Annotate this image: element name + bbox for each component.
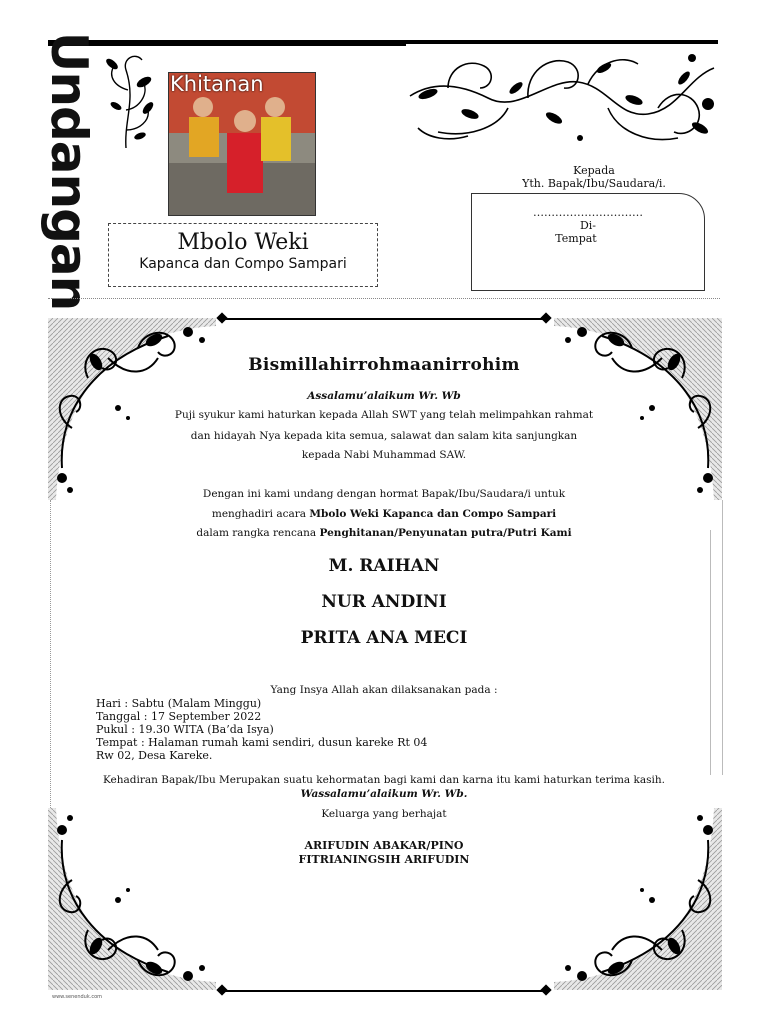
child-name: M. RAIHAN	[328, 556, 440, 576]
left-flourish-ornament	[96, 50, 158, 150]
vertical-title-text: Undangan	[40, 31, 99, 311]
intro-line: Puji syukur kami haturkan kepada Allah SWT yang telah melimpahkan rahmat	[174, 409, 594, 421]
photo-caption: Khitanan	[170, 72, 264, 96]
bismillah-heading: Bismillahirrohmaanirrohim	[248, 355, 520, 375]
family-label: Keluarga yang berhajat	[321, 808, 447, 820]
intro-line: kepada Nabi Muhammad SAW.	[301, 449, 467, 461]
schedule-details	[96, 697, 516, 762]
card-left-border	[50, 500, 51, 808]
address-recipient: Yth. Bapak/Ibu/Saudara/i.	[522, 177, 666, 190]
card-top-border	[220, 318, 548, 320]
card-bottom-diamond-left	[216, 984, 227, 995]
host-name: FITRIANINGSIH ARIFUDIN	[298, 853, 470, 866]
title-box	[108, 223, 378, 287]
schedule-time: Pukul : 19.30 WITA (Ba’da Isya)	[96, 723, 274, 736]
event-name-bold: Mbolo Weki Kapanca dan Compo Sampari	[309, 508, 557, 520]
card-bottom-diamond-right	[540, 984, 551, 995]
invite-line	[0, 508, 768, 520]
schedule-intro: Yang Insya Allah akan dilaksanakan pada :	[270, 684, 498, 696]
address-blank-line: …………………………	[533, 206, 643, 219]
closing-line: Kehadiran Bapak/Ibu Merupakan suatu kehormatan bagi kami dan karna itu kami haturkan terima kasih.	[102, 774, 666, 786]
purpose-bold: Penghitanan/Penyunatan putra/Putri Kami	[319, 527, 572, 539]
opening-greeting: Assalamu’alaikum Wr. Wb	[307, 390, 461, 402]
schedule-day: Hari : Sabtu (Malam Minggu)	[96, 697, 262, 710]
footer-credit: www.senenduk.com	[52, 994, 102, 1000]
section-divider	[48, 298, 720, 299]
invite-line: Dengan ini kami undang dengan hormat Bapak/Ibu/Saudara/i untuk	[202, 488, 566, 500]
intro-line: dan hidayah Nya kepada kita semua, salawat dan salam kita sanjungkan	[190, 430, 578, 442]
top-right-flourish-ornament	[408, 48, 716, 150]
card-top-diamond-right	[540, 312, 551, 323]
vertical-title	[38, 31, 100, 311]
corner-ornament-bottom-right	[554, 808, 722, 990]
event-title: Mbolo Weki	[177, 230, 309, 255]
host-name: ARIFUDIN ABAKAR/PINO	[304, 839, 464, 852]
invite-line-text: menghadiri acara	[211, 508, 310, 520]
top-rule-thick	[48, 40, 406, 46]
address-tempat: Tempat	[555, 232, 597, 245]
card-top-diamond-left	[216, 312, 227, 323]
event-subtitle: Kapanca dan Compo Sampari	[139, 256, 347, 272]
child-name: NUR ANDINI	[321, 592, 447, 612]
address-di: Di-	[579, 219, 597, 232]
invite-line-text: dalam rangka rencana	[196, 527, 320, 539]
address-envelope-box	[471, 193, 705, 291]
schedule-date: Tanggal : 17 September 2022	[96, 710, 262, 723]
address-block	[470, 164, 718, 190]
schedule-place-cont: Rw 02, Desa Kareke.	[96, 749, 213, 762]
schedule-place: Tempat : Halaman rumah kami sendiri, dusun kareke Rt 04	[96, 736, 428, 749]
closing-greeting: Wassalamu’alaikum Wr. Wb.	[300, 788, 468, 800]
corner-ornament-bottom-left	[48, 808, 216, 990]
address-to-label: Kepada	[573, 164, 615, 177]
card-bottom-border	[220, 990, 548, 992]
invite-line	[0, 527, 768, 539]
child-name: PRITA ANA MECI	[300, 628, 468, 648]
